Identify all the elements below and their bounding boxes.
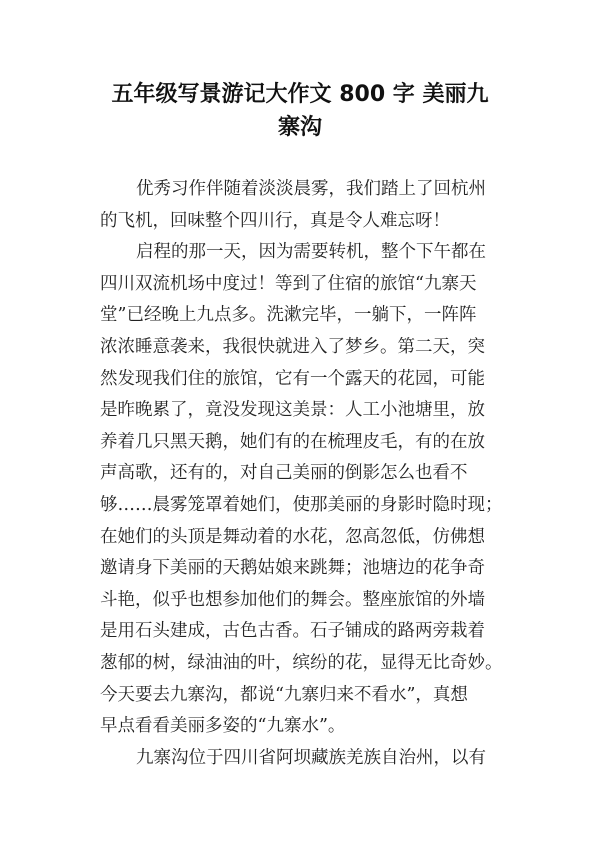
text-line: 够……晨雾笼罩着她们，使那美丽的身影时隐时现； xyxy=(100,494,503,515)
text-line: 堂”已经晚上九点多。洗漱完毕，一躺下，一阵阵 xyxy=(100,305,477,326)
title-line-1: 五年级写景游记大作文 800 字 美丽九 xyxy=(111,82,489,107)
text-line: 是昨晚累了，竟没发现这美景：人工小池塘里，放 xyxy=(100,400,485,421)
text-line: 早点看看美丽多姿的“九寨水”。 xyxy=(100,716,346,737)
document-title xyxy=(80,78,520,144)
document-body xyxy=(100,174,503,774)
text-line: 邀请身下美丽的天鹅姑娘来跳舞；池塘边的花争奇 xyxy=(100,558,485,579)
text-line: 浓浓睡意袭来，我很快就进入了梦乡。第二天，突 xyxy=(100,336,485,357)
text-line: 启程的那一天，因为需要转机，整个下午都在 xyxy=(136,242,486,263)
text-line: 九寨沟位于四川省阿坝藏族羌族自治州，以有 xyxy=(136,747,486,768)
text-line: 四川双流机场中度过！等到了住宿的旅馆“九寨天 xyxy=(100,273,477,294)
text-line: 葱郁的树，绿油油的叶，缤纷的花，显得无比奇妙。 xyxy=(100,652,503,673)
text-line: 斗艳，似乎也想参加他们的舞会。整座旅馆的外墙 xyxy=(100,589,485,610)
text-line: 的飞机，回味整个四川行，真是令人难忘呀！ xyxy=(100,210,450,231)
text-line: 是用石头建成，古色古香。石子铺成的路两旁栽着 xyxy=(100,621,485,642)
text-line: 今天要去九寨沟，都说“九寨归来不看水”，真想 xyxy=(100,684,468,705)
text-line: 声高歌，还有的，对自己美丽的倒影怎么也看不 xyxy=(100,463,468,484)
text-line: 然发现我们住的旅馆，它有一个露天的花园，可能 xyxy=(100,368,485,389)
text-line: 在她们的头顶是舞动着的水花，忽高忽低，仿佛想 xyxy=(100,526,485,547)
title-line-2: 寨沟 xyxy=(277,115,322,140)
text-line: 养着几只黑天鹅，她们有的在梳理皮毛，有的在放 xyxy=(100,431,485,452)
text-line: 优秀习作伴随着淡淡晨雾，我们踏上了回杭州 xyxy=(136,179,486,199)
